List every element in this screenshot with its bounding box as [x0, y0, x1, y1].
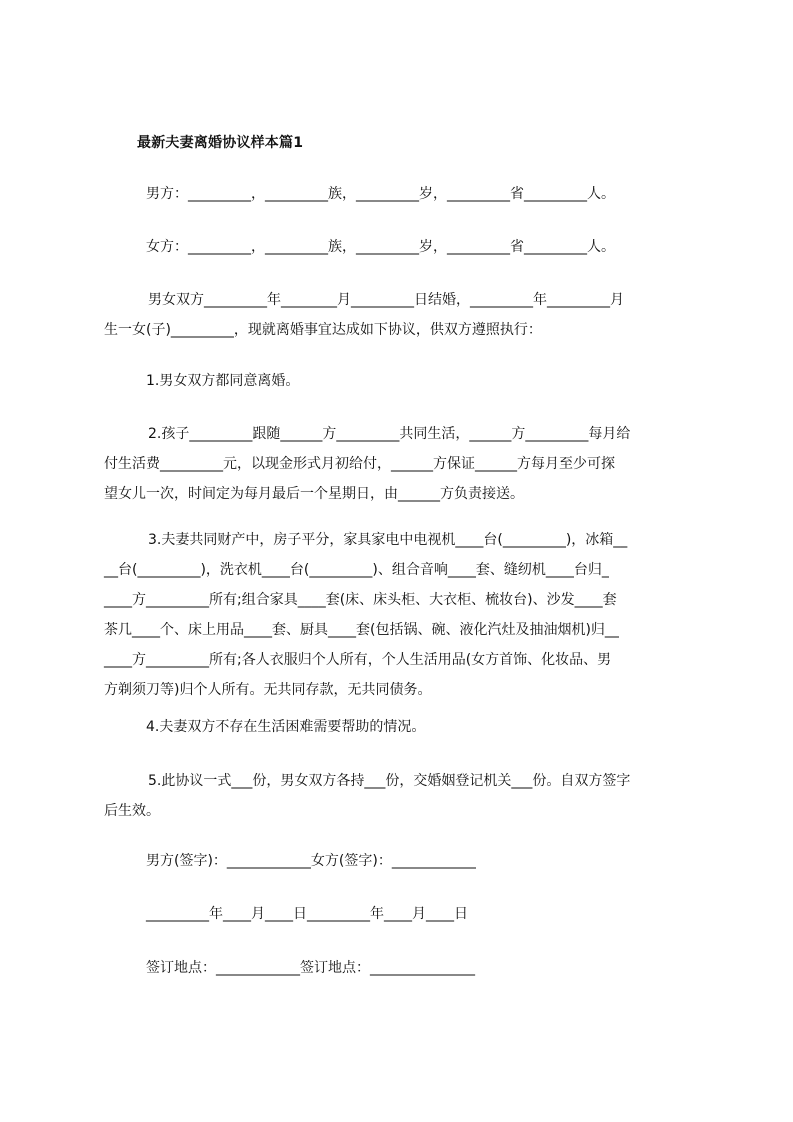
clause-1: 1.男女双方都同意离婚。	[146, 373, 300, 389]
clause-3-line-6: 方剃须刀等)归个人所有。无共同存款，无共同债务。	[104, 682, 432, 698]
clause-5-paragraph	[104, 766, 704, 826]
date-line: _________年____月____日_________年____月____日	[146, 906, 468, 922]
clause-2-paragraph	[104, 419, 704, 509]
clause-2-line-2: 付生活费_________元，以现金形式月初给付，______方保证______方每月至少可探	[104, 456, 615, 472]
intro-paragraph	[104, 285, 704, 345]
document-title: 最新夫妻离婚协议样本篇1	[137, 135, 304, 151]
signature-line: 男方(签字)：____________女方(签字)：____________	[146, 853, 476, 869]
intro-line-2: 生一女(子)_________，现就离婚事宜达成如下协议，供双方遵照执行：	[104, 322, 542, 338]
clause-3-paragraph	[104, 525, 704, 705]
male-info-line: 男方：_________，_________族，_________岁，_________省_________人。	[146, 186, 615, 202]
clause-3-line-4: 茶几____个、床上用品____套、厨具____套(包括锅、碗、液化汽灶及抽油烟机)归__	[104, 622, 619, 638]
clause-5-line-2: 后生效。	[104, 803, 160, 819]
clause-2-line-3: 望女儿一次，时间定为每月最后一个星期日，由______方负责接送。	[104, 486, 524, 502]
clause-3-line-1: 3.夫妻共同财产中，房子平分，家具家电中电视机____台(_________)，冰箱__	[148, 532, 628, 548]
clause-5-line-1: 5.此协议一式___份，男女双方各持___份，交婚姻登记机关___份。自双方签字	[148, 773, 631, 789]
female-info-line: 女方：_________，_________族，_________岁，_________省_________人。	[146, 239, 615, 255]
clause-3-line-5: ____方_________所有;各人衣服归个人所有，个人生活用品(女方首饰、化妆品、男	[104, 652, 612, 668]
location-line: 签订地点：____________签订地点：_______________	[146, 960, 475, 976]
clause-4: 4.夫妻双方不存在生活困难需要帮助的情况。	[146, 719, 426, 735]
clause-3-line-3: ____方_________所有;组合家具____套(床、床头柜、大衣柜、梳妆台)、沙发____套	[104, 592, 617, 608]
clause-2-line-1: 2.孩子_________跟随______方_________共同生活，______方_________每月给	[148, 426, 631, 442]
clause-3-line-2: __台(_________)，洗衣机____台(_________)、组合音响____套、缝纫机____台归_	[104, 562, 609, 578]
intro-line-1: 男女双方_________年________月_________日结婚，_________年_________月	[148, 292, 624, 308]
